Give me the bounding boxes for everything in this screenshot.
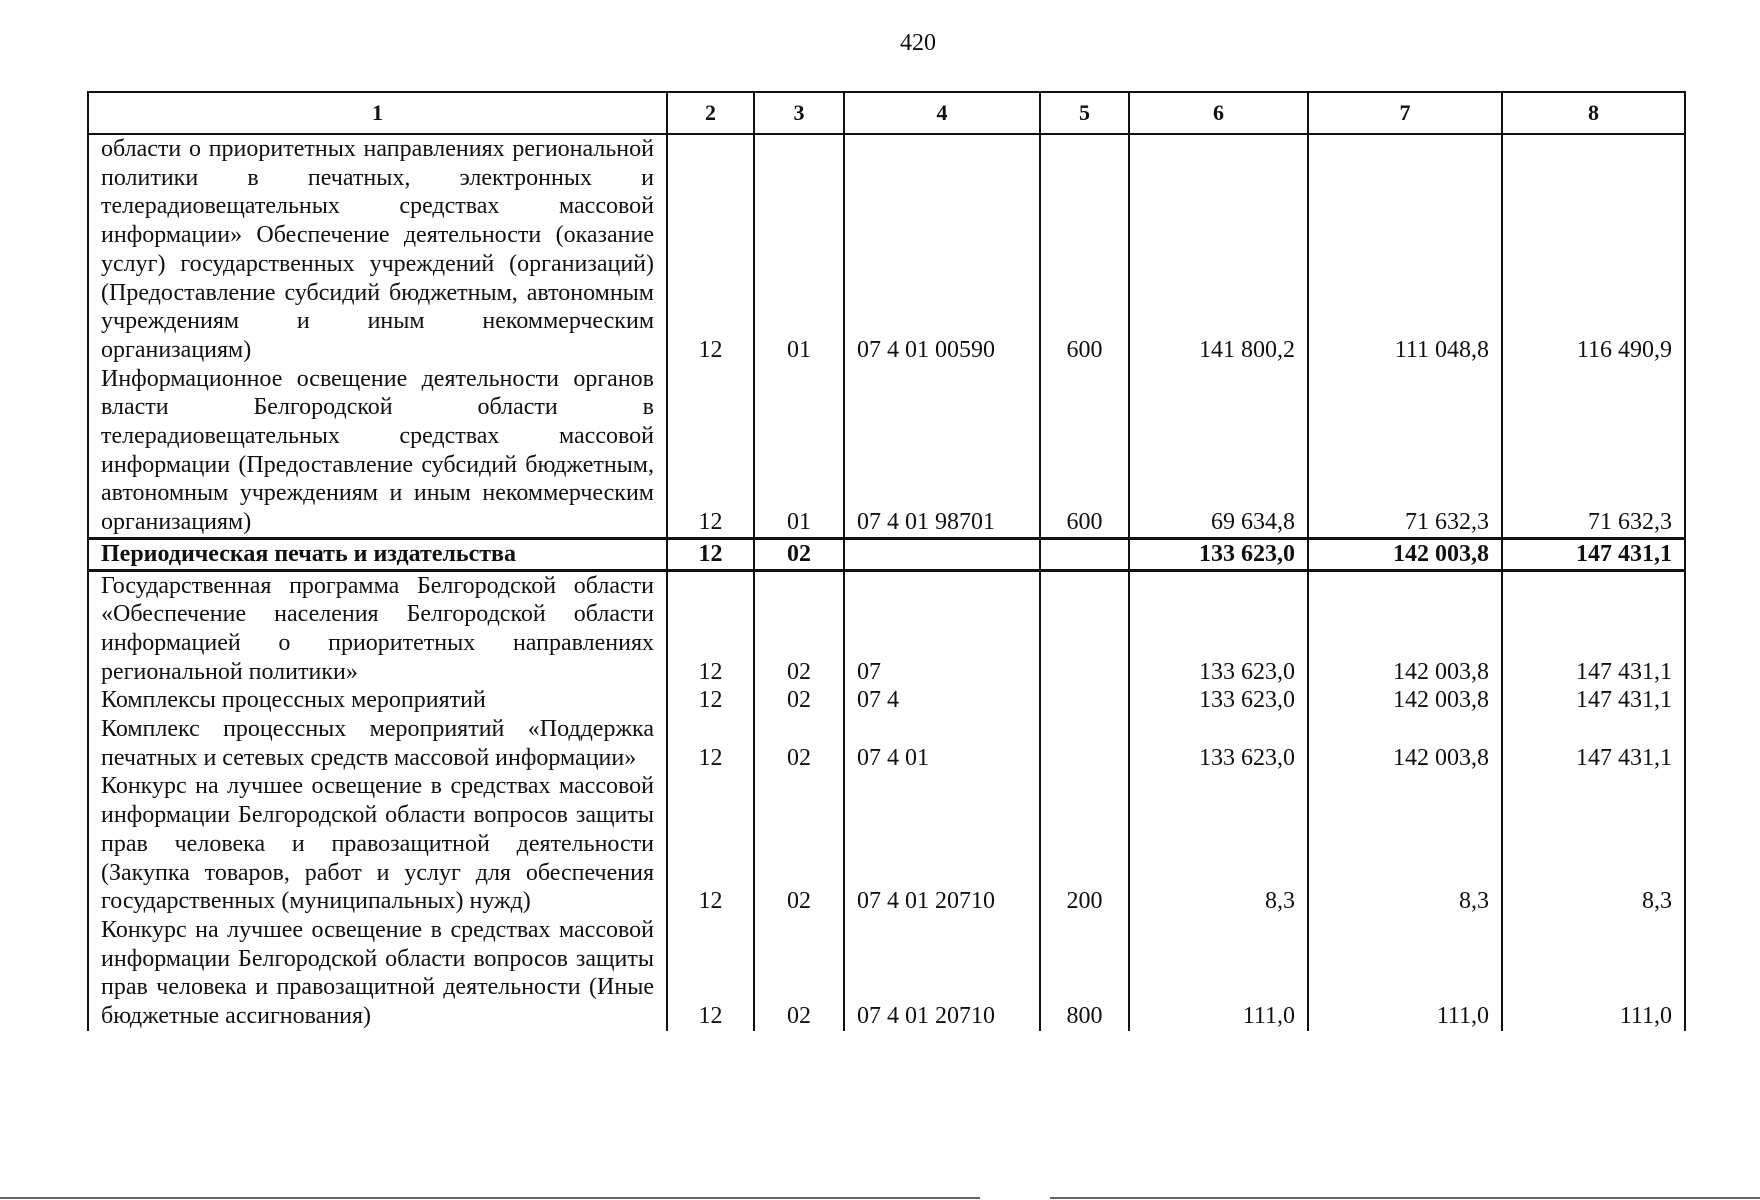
row-description: Комплекс процессных мероприятий «Поддержка печатных и сетевых средств массовой информации» [88, 715, 667, 772]
cell-amount-7: 142 003,8 [1308, 715, 1502, 772]
header-col-8: 8 [1502, 92, 1685, 134]
cell-subsection: 02 [754, 772, 844, 916]
cell-target-code: 07 4 01 20710 [844, 772, 1040, 916]
cell-amount-8: 116 490,9 [1502, 134, 1685, 365]
cell-amount-6: 133 623,0 [1129, 538, 1308, 570]
table-row [88, 916, 1685, 1031]
header-row [88, 92, 1685, 134]
cell-subsection: 02 [754, 538, 844, 570]
cell-amount-8: 147 431,1 [1502, 570, 1685, 686]
page-number: 420 [900, 30, 936, 56]
cell-amount-6: 133 623,0 [1129, 715, 1308, 772]
cell-expense-type: 600 [1040, 365, 1129, 539]
cell-target-code: 07 4 01 [844, 715, 1040, 772]
cell-subsection: 02 [754, 686, 844, 715]
cell-amount-8: 111,0 [1502, 916, 1685, 1031]
cell-amount-7: 142 003,8 [1308, 686, 1502, 715]
table-row-section-total [88, 538, 1685, 570]
cell-amount-6: 141 800,2 [1129, 134, 1308, 365]
cell-expense-type [1040, 538, 1129, 570]
cell-expense-type [1040, 715, 1129, 772]
cell-section: 12 [667, 916, 754, 1031]
scan-edge-line [0, 1197, 980, 1199]
cell-subsection: 02 [754, 715, 844, 772]
cell-expense-type [1040, 570, 1129, 686]
row-description: Периодическая печать и издательства [88, 538, 667, 570]
cell-target-code: 07 4 [844, 686, 1040, 715]
table-row [88, 570, 1685, 686]
cell-target-code: 07 4 01 20710 [844, 916, 1040, 1031]
table-row [88, 686, 1685, 715]
cell-amount-6: 8,3 [1129, 772, 1308, 916]
cell-expense-type: 600 [1040, 134, 1129, 365]
cell-amount-7: 8,3 [1308, 772, 1502, 916]
scan-edge-line [1050, 1197, 1760, 1199]
header-col-3: 3 [754, 92, 844, 134]
header-col-7: 7 [1308, 92, 1502, 134]
cell-target-code: 07 [844, 570, 1040, 686]
cell-subsection: 02 [754, 570, 844, 686]
row-description: области о приоритетных направлениях региональной политики в печатных, электронных и телерадиовещательных средствах массовой информации» Обеспечение деятельности (оказание услуг) государственных учреждений (организаций) (Предоставление субсидий бюджетным, автономным учреждениям и иным некоммерческим организациям) [88, 134, 667, 365]
cell-expense-type: 800 [1040, 916, 1129, 1031]
header-col-1: 1 [88, 92, 667, 134]
cell-section: 12 [667, 772, 754, 916]
budget-table [87, 91, 1686, 1031]
cell-amount-6: 69 634,8 [1129, 365, 1308, 539]
cell-amount-8: 8,3 [1502, 772, 1685, 916]
cell-subsection: 01 [754, 365, 844, 539]
row-description: Государственная программа Белгородской области «Обеспечение населения Белгородской области информацией о приоритетных направлениях региональной политики» [88, 570, 667, 686]
cell-amount-6: 133 623,0 [1129, 686, 1308, 715]
cell-amount-7: 71 632,3 [1308, 365, 1502, 539]
cell-subsection: 01 [754, 134, 844, 365]
cell-amount-6: 133 623,0 [1129, 570, 1308, 686]
cell-subsection: 02 [754, 916, 844, 1031]
table-row [88, 365, 1685, 539]
cell-amount-8: 147 431,1 [1502, 686, 1685, 715]
cell-expense-type: 200 [1040, 772, 1129, 916]
cell-target-code [844, 538, 1040, 570]
cell-section: 12 [667, 365, 754, 539]
header-col-5: 5 [1040, 92, 1129, 134]
cell-section: 12 [667, 715, 754, 772]
cell-amount-8: 71 632,3 [1502, 365, 1685, 539]
cell-amount-7: 111 048,8 [1308, 134, 1502, 365]
header-col-4: 4 [844, 92, 1040, 134]
header-col-6: 6 [1129, 92, 1308, 134]
cell-section: 12 [667, 538, 754, 570]
cell-target-code: 07 4 01 98701 [844, 365, 1040, 539]
cell-expense-type [1040, 686, 1129, 715]
cell-section: 12 [667, 570, 754, 686]
cell-amount-8: 147 431,1 [1502, 715, 1685, 772]
cell-section: 12 [667, 686, 754, 715]
cell-target-code: 07 4 01 00590 [844, 134, 1040, 365]
row-description: Конкурс на лучшее освещение в средствах массовой информации Белгородской области вопросов защиты прав человека и правозащитной деятельности (Иные бюджетные ассигнования) [88, 916, 667, 1031]
row-description: Конкурс на лучшее освещение в средствах массовой информации Белгородской области вопросов защиты прав человека и правозащитной деятельности (Закупка товаров, работ и услуг для обеспечения государственных (муниципальных) нужд) [88, 772, 667, 916]
cell-amount-8: 147 431,1 [1502, 538, 1685, 570]
cell-amount-6: 111,0 [1129, 916, 1308, 1031]
cell-amount-7: 142 003,8 [1308, 570, 1502, 686]
table-row [88, 715, 1685, 772]
row-description: Комплексы процессных мероприятий [88, 686, 667, 715]
cell-amount-7: 142 003,8 [1308, 538, 1502, 570]
header-col-2: 2 [667, 92, 754, 134]
table-row [88, 772, 1685, 916]
table-row [88, 134, 1685, 365]
cell-amount-7: 111,0 [1308, 916, 1502, 1031]
cell-section: 12 [667, 134, 754, 365]
row-description: Информационное освещение деятельности органов власти Белгородской области в телерадиовещательных средствах массовой информации (Предоставление субсидий бюджетным, автономным учреждениям и иным некоммерческим организациям) [88, 365, 667, 539]
